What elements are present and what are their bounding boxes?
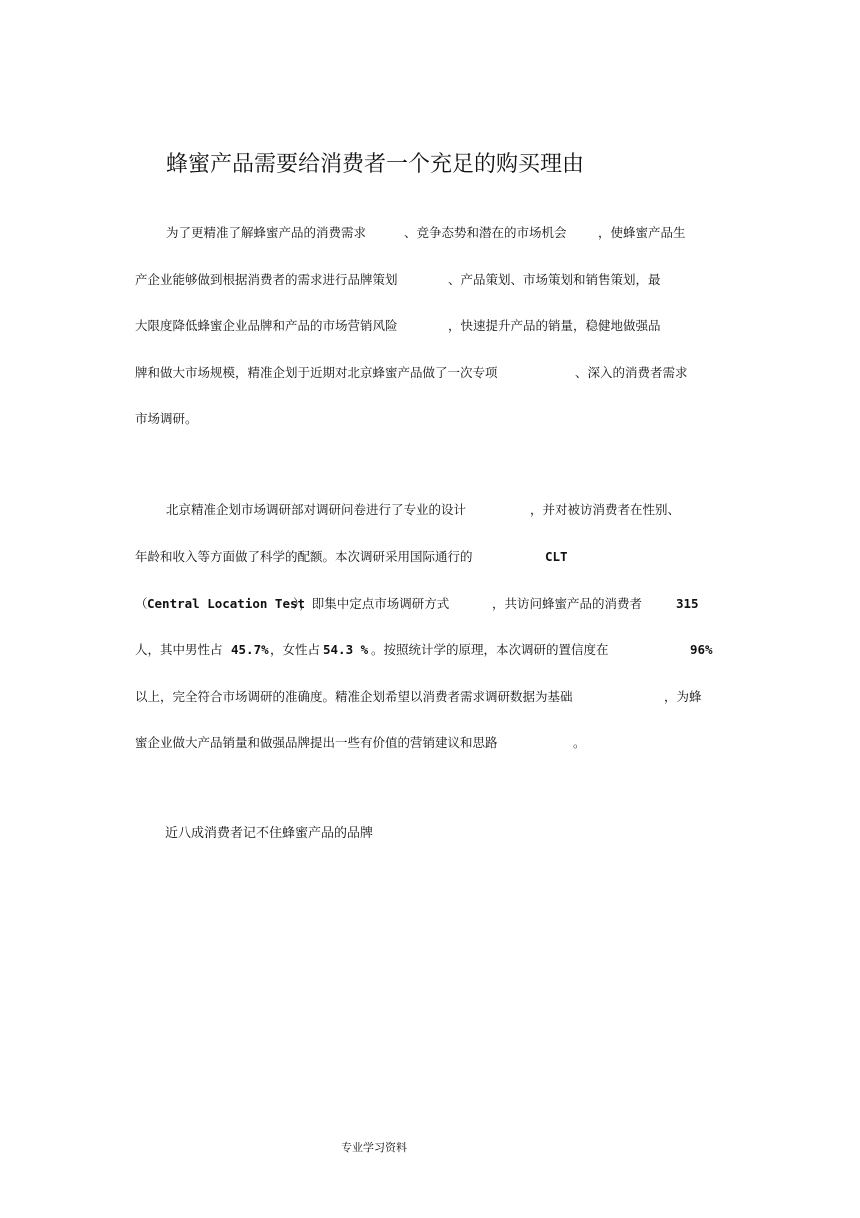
text-segment: （: [135, 596, 148, 611]
text-segment: 蜜企业做大产品销量和做强品牌提出一些有价值的营销建议和思路: [135, 735, 498, 750]
text-segment: ，快速提升产品的销量，稳健地做强品: [448, 318, 661, 333]
text-segment: 为了更精准了解蜂蜜产品的消费需求: [166, 225, 367, 240]
text-segment: 45.7%: [231, 642, 269, 657]
page-footer: 专业学习资料: [341, 1141, 407, 1154]
text-segment: 以上，完全符合市场调研的准确度。精准企划希望以消费者需求调研数据为基础: [135, 689, 573, 704]
text-segment: 市场调研。: [135, 411, 198, 426]
text-segment: 大限度降低蜂蜜企业品牌和产品的市场营销风险: [135, 318, 398, 333]
document-title: 蜂蜜产品需要给消费者一个充足的购买理由: [166, 152, 585, 177]
text-segment: ，并对被访消费者在性别、: [530, 502, 681, 517]
text-segment: 年龄和收入等方面做了科学的配额。本次调研采用国际通行的: [135, 549, 473, 564]
text-segment: ），即集中定点市场调研方式: [293, 596, 450, 611]
text-segment: 96%: [690, 642, 713, 657]
text-segment: ，女性占: [270, 642, 321, 657]
text-segment: 。按照统计学的原理，本次调研的置信度在: [371, 642, 609, 657]
text-segment: 产企业能够做到根据消费者的需求进行品牌策划: [135, 272, 398, 287]
text-segment: 、深入的消费者需求: [575, 365, 688, 380]
text-segment: 人，其中男性占: [135, 642, 223, 657]
text-segment: 315: [676, 596, 699, 611]
text-segment: Central Location Test: [147, 596, 306, 611]
text-segment: 北京精准企划市场调研部对调研问卷进行了专业的设计: [166, 502, 467, 517]
text-segment: 。: [573, 735, 586, 750]
text-segment: 、产品策划、市场策划和销售策划，最: [448, 272, 661, 287]
text-segment: ，为蜂: [664, 689, 702, 704]
text-segment: ，使蜂蜜产品生: [598, 225, 686, 240]
text-segment: 牌和做大市场规模，精准企划于近期对北京蜂蜜产品做了一次专项: [135, 365, 498, 380]
text-segment: ，共访问蜂蜜产品的消费者: [492, 596, 643, 611]
text-segment: CLT: [545, 549, 568, 564]
section-heading: 近八成消费者记不住蜂蜜产品的品牌: [165, 826, 374, 841]
text-segment: 54.3 %: [323, 642, 369, 657]
text-segment: 、竞争态势和潜在的市场机会: [404, 225, 567, 240]
